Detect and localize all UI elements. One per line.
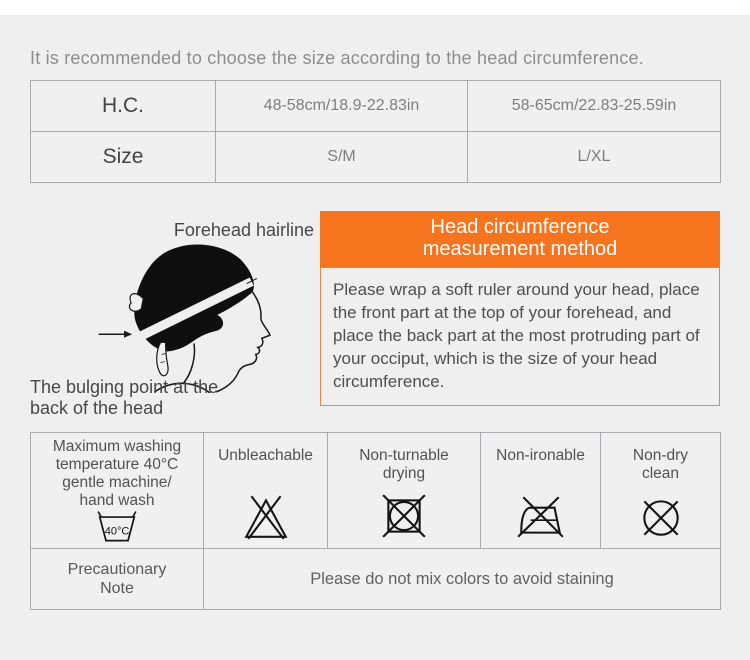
size-header-cell: Size bbox=[31, 132, 216, 183]
size-table bbox=[30, 80, 721, 183]
care-cell-tumble bbox=[328, 433, 481, 549]
precaution-label: Precautionary Note bbox=[67, 561, 167, 597]
no-tumble-dry-icon bbox=[379, 491, 429, 541]
svg-text:40°C: 40°C bbox=[104, 525, 130, 538]
precaution-text-cell bbox=[204, 549, 721, 610]
care-cell-iron bbox=[481, 433, 601, 549]
precaution-row bbox=[31, 549, 721, 610]
no-iron-icon bbox=[515, 491, 567, 541]
hc-header-cell: H.C. bbox=[31, 81, 216, 132]
care-table bbox=[30, 432, 721, 610]
care-label-dryclean: Non-dry clean bbox=[632, 447, 689, 482]
occiput-label: The bulging point at the back of the head bbox=[30, 377, 219, 418]
care-cell-bleach bbox=[204, 433, 328, 549]
hc-range-sm-cell: 48-58cm/18.9-22.83in bbox=[216, 81, 468, 132]
care-label-iron: Non-ironable bbox=[496, 447, 585, 464]
no-bleach-icon bbox=[241, 491, 291, 541]
care-cell-wash bbox=[31, 433, 204, 549]
precaution-label-cell bbox=[31, 549, 204, 610]
forehead-hairline-label: Forehead hairline bbox=[173, 220, 314, 240]
head-measurement-illustration bbox=[96, 241, 300, 393]
care-label-tumble: Non-turnable drying bbox=[359, 447, 449, 482]
size-sm-cell: S/M bbox=[216, 132, 468, 183]
precaution-text: Please do not mix colors to avoid staining bbox=[310, 569, 614, 588]
table-row bbox=[31, 81, 721, 132]
no-dry-clean-icon bbox=[636, 493, 686, 541]
care-cell-dryclean bbox=[601, 433, 721, 549]
wash-40-icon bbox=[86, 510, 148, 543]
hc-range-lxl-cell: 58-65cm/22.83-25.59in bbox=[468, 81, 721, 132]
measurement-method-panel bbox=[320, 211, 720, 406]
size-lxl-cell: L/XL bbox=[468, 132, 721, 183]
care-label-bleach: Unbleachable bbox=[218, 447, 313, 464]
table-row bbox=[31, 132, 721, 183]
panel-title: Head circumference measurement method bbox=[320, 211, 720, 267]
tape-knot bbox=[129, 294, 143, 312]
care-icons-row bbox=[31, 433, 721, 549]
intro-text: It is recommended to choose the size according to the head circumference. bbox=[30, 48, 644, 68]
panel-body-text: Please wrap a soft ruler around your head, place the front part at the top of your forehead, and place the back part at the most protruding part of your occiput, which is the size of your head circumference. bbox=[320, 267, 720, 406]
care-label-wash: Maximum washing temperature 40°C gentle machine/ hand wash bbox=[52, 438, 182, 509]
